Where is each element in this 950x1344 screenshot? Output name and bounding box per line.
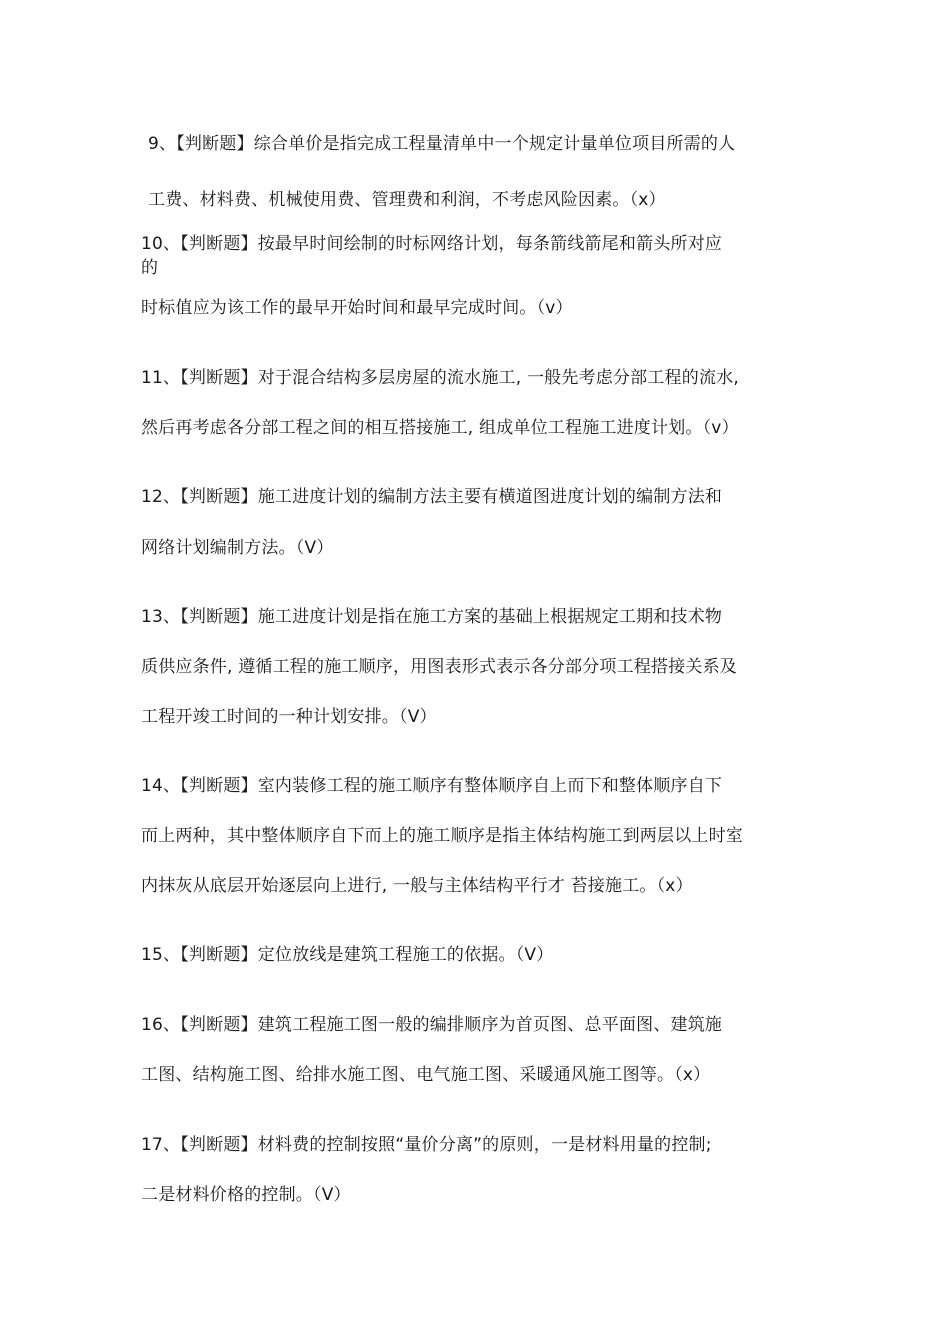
q9-line-1: 9、【判断题】综合单价是指完成工程量清单中一个规定计量单位项目所需的人	[148, 134, 736, 154]
q14-line-3: 内抹灰从底层开始逐层向上进行, 一般与主体结构平行才 苔接施工。（x）	[141, 876, 693, 896]
q16-line-1: 16、【判断题】建筑工程施工图一般的编排顺序为首页图、总平面图、建筑施	[141, 1015, 723, 1035]
q14-line-1: 14、【判断题】室内装修工程的施工顺序有整体顺序自上而下和整体顺序自下	[141, 776, 723, 796]
q14-line-2: 而上两种，其中整体顺序自下而上的施工顺序是指主体结构施工到两层以上时室	[141, 826, 743, 846]
q17-line-2: 二是材料价格的控制。（V）	[141, 1185, 351, 1205]
q13-line-3: 工程开竣工时间的一种计划安排。（V）	[141, 707, 437, 727]
q10-line-3: 时标值应为该工作的最早开始时间和最早完成时间。（v）	[141, 298, 573, 318]
q9-line-2: 工费、材料费、机械使用费、管理费和利润，不考虑风险因素。（x）	[148, 190, 666, 210]
q12-line-2: 网络计划编制方法。（V）	[141, 538, 334, 558]
q17-line-1: 17、【判断题】材料费的控制按照“量价分离”的原则，一是材料用量的控制;	[141, 1135, 712, 1155]
q11-line-1: 11、【判断题】对于混合结构多层房屋的流水施工, 一般先考虑分部工程的流水,	[141, 368, 739, 388]
q12-line-1: 12、【判断题】施工进度计划的编制方法主要有横道图进度计划的编制方法和	[141, 487, 723, 507]
q15-line-1: 15、【判断题】定位放线是建筑工程施工的依据。（V）	[141, 945, 554, 965]
q10-line-2: 的	[141, 258, 159, 278]
q16-line-2: 工图、结构施工图、给排水施工图、电气施工图、采暖通风施工图等。（x）	[141, 1065, 711, 1085]
q13-line-2: 质供应条件, 遵循工程的施工顺序，用图表形式表示各分部分项工程搭接关系及	[141, 657, 738, 677]
q10-line-1: 10、【判断题】按最早时间绘制的时标网络计划，每条箭线箭尾和箭头所对应	[141, 234, 723, 254]
q13-line-1: 13、【判断题】施工进度计划是指在施工方案的基础上根据规定工期和技术物	[141, 607, 723, 627]
q11-line-2: 然后再考虑各分部工程之间的相互搭接施工, 组成单位工程施工进度计划。（v）	[141, 418, 739, 438]
